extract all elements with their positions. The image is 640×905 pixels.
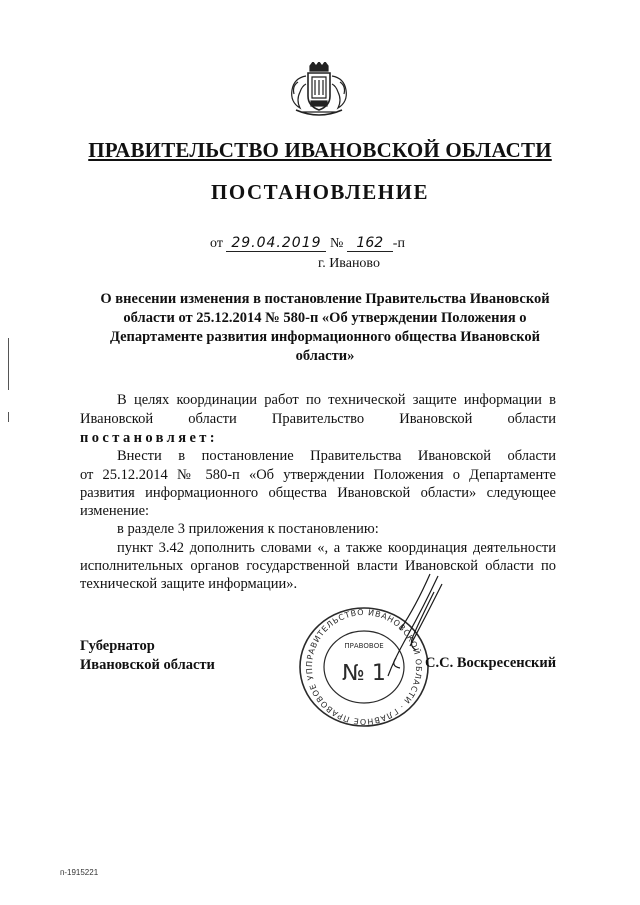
paragraph-3: в разделе 3 приложения к постановлению:: [117, 521, 379, 537]
margin-mark: [8, 412, 9, 422]
number-sign: №: [329, 236, 344, 251]
resolution-verb: [80, 429, 556, 448]
stamp-inner-text: ПРАВОВОЕ: [344, 642, 384, 650]
coat-of-arms-icon: [286, 62, 352, 118]
paragraph-2-line-3: развития информационного общества Ивановской области» следующее: [80, 485, 556, 501]
signatory-position-line-2: Ивановской области: [80, 657, 215, 673]
paragraph-1-line-2: Ивановской области Правительство Ивановской области: [80, 411, 556, 427]
resolution-verb-text: постановляет:: [80, 430, 219, 446]
paragraph-2-line-4: изменение:: [80, 503, 150, 519]
paragraph-4-line-1: пункт 3.42 дополнить словами «, а также координация деятельности: [117, 540, 556, 556]
stamp-ring-text: ПРАВИТЕЛЬСТВО ИВАНОВСКОЙ ОБЛАСТИ · ГЛАВНОЕ ПРАВОВОЕ УП: [304, 607, 424, 727]
signatory-name: С.С. Воскресенский: [425, 655, 557, 671]
organization-title: ПРАВИТЕЛЬСТВО ИВАНОВСКОЙ ОБЛАСТИ: [88, 138, 552, 162]
paragraph-4-line-2: исполнительных органов государственной власти Ивановской области по: [80, 558, 556, 574]
paragraph-1-line-1: В целях координации работ по технической защите информации в: [117, 392, 556, 408]
stamp-number: № 1: [342, 661, 386, 686]
signatory-position-line-1: Губернатор: [80, 638, 155, 654]
document-number: 162: [347, 235, 393, 252]
document-code: п-1915221: [60, 868, 99, 877]
paragraph-4-line-3: технической защите информации».: [80, 576, 298, 592]
paragraph-2-line-1: Внести в постановление Правительства Ивановской области: [117, 448, 556, 464]
date-number-line: [210, 235, 405, 252]
city: [0, 256, 640, 272]
handwritten-signature: [330, 570, 450, 690]
margin-mark: [8, 338, 9, 390]
paragraph-2-line-2: от 25.12.2014 № 580-п «Об утверждении Положения о Департаменте: [80, 467, 556, 483]
document-date: 29.04.2019: [226, 235, 326, 252]
document-type: ПОСТАНОВЛЕНИЕ: [211, 180, 429, 204]
signatory-position: [80, 637, 215, 675]
date-prefix: от: [210, 236, 223, 251]
number-suffix: -п: [392, 236, 405, 251]
city-text: г. Иваново: [318, 256, 380, 271]
document-title: О внесении изменения в постановление Правительства Ивановской области от 25.12.2014 № 580-п «Об утверждении Положения о Департаменте развития информационного общества Ивановской области»: [100, 291, 550, 364]
